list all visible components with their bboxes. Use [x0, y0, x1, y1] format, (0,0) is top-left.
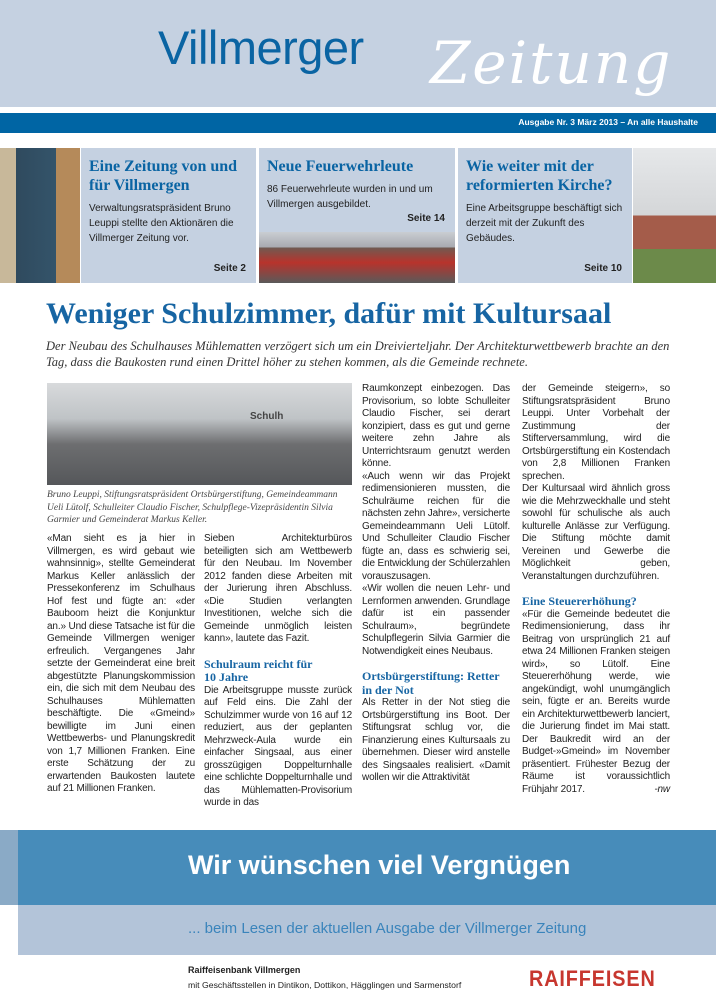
article-photo-group: [47, 383, 352, 485]
issue-info: Ausgabe Nr. 3 März 2013 – An alle Haushalte: [518, 117, 698, 127]
subheading: Eine Steuererhöhung?: [522, 594, 637, 608]
article-column-1: [47, 533, 195, 796]
ad-branches: mit Geschäftsstellen in Dintikon, Dottikon, Hägglingen und Sarmenstorf: [188, 980, 462, 990]
photo-sign: Schulh: [250, 411, 284, 422]
author: -nw: [654, 783, 670, 795]
subheading: Schulraum reicht für 10 Jahre: [204, 656, 313, 684]
teaser-text: Verwaltungsratspräsident Bruno Leuppi stellte den Aktionären die Villmerger Zeitung vor.: [89, 203, 234, 244]
teaser-text: 86 Feuerwehrleute wurden in und um Villmergen ausgebildet.: [267, 184, 433, 210]
article-headline: Weniger Schulzimmer, dafür mit Kultursaal: [46, 297, 612, 330]
photo-caption: Bruno Leuppi, Stiftungsratspräsident Ortsbürgerstiftung, Gemeindeammann Ueli Lütolf, Schulleiter Claudio Fischer, Schulpflege-Vizepräsidentin Silvia Garmier und Gemeinderat Markus Keller.: [47, 490, 338, 525]
paragraph: Sieben Architekturbüros beteiligten sich am Wettbewerb für den Neubau. Im November 2012 fanden diese Arbeiten mit der Jurierung ihren Abschluss. «Die Studien verlangten Investitionen, welche sich die Gemeinde unmöglich leisten kann», lautete das Fazit.: [204, 533, 352, 644]
ad-subline: ... beim Lesen der aktuellen Ausgabe der Villmerger Zeitung: [188, 920, 587, 937]
paragraph: «Man sieht es ja hier in Villmergen, es wird gebaut wie wahnsinnig», stellte Gemeinderat Markus Keller anlässlich der Pressekonferenz im Schulhaus Hof fest und fügte an: «der Bauboom heizt die Konjunktur an.» Und diese Tatsache ist für die Gemeinde Villmergen weniger erfreulich. Vergangenes Jahr setzte der Gemeinderat eine breit abgestützte Planungskommission ein, die sich mit dem Neubau des Schulhauses Mühlematten beschäftigte. Die «Gmeind» bewilligte im Juni einen Wettbewerbs- und Planungskredit von 1,7 Millionen Franken. Eine erste Schätzung der zu erwartenden Baukosten lautete auf 21 Millionen Franken.: [47, 533, 195, 794]
teaser-zeitung[interactable]: [81, 148, 256, 283]
teaser-kirche[interactable]: [458, 148, 632, 283]
paragraph: Die Arbeitsgruppe musste zurück auf Feld eins. Die Zahl der Schulzimmer wurde von 16 auf 12 reduziert, aus der geplanten Mehrzweck-Aula wurde ein einfacher Singsaal, aus einer grosszügigen Doppelturnhalle eine schlichte Doppelturnhalle und das Mühlematten-Provisorium wurde in das: [204, 684, 352, 808]
teaser-title: Neue Feuerwehrleute: [267, 158, 414, 175]
teaser-page: Seite 2: [213, 263, 246, 274]
paragraph-text: «Für die Gemeinde bedeutet die Redimensionierung, dass ihr Beitrag von ursprünglich 21 auf etwa 24 Millionen Franken steigen wird», so Lütolf. Eine Steuererhöhung werde, wie angekündigt, wohl unumgänglich sein, fügte er an. Bereits wurde ein Architekturwettbewerb lanciert, die Jurierung findet im Mai statt. Der Baukredit wird an der Budget-»Gmeind» im November präsentiert. Frühester Bezug der Räume ist voraussichtlich Frühjahr 2017.: [522, 608, 670, 795]
subheading: Ortsbürgerstiftung: Retter in der Not: [362, 669, 500, 697]
paragraph: [522, 609, 670, 797]
paragraph: «Auch wenn wir das Projekt redimensionieren mussten, die Schulräume reichen für die nächsten zehn Jahre», versicherte Gemeindeammann Ueli Lütolf. Und Schulleiter Claudio Fischer fügte an, dass es schwierig sei, die Entwicklung der Schülerzahlen vorauszusagen.: [362, 470, 510, 582]
teaser-page: Seite 10: [584, 263, 622, 274]
teaser-photo-church: [633, 148, 716, 283]
ad-banner-strip: [0, 830, 18, 905]
paragraph: Raumkonzept einbezogen. Das Provisorium, so lobte Schulleiter Claudio Fischer, sei derart konzipiert, dass es gut und gerne weitere zehn Jahre als Unterrichtsraum genutzt werden könne.: [362, 383, 510, 469]
article-column-2: [204, 533, 352, 810]
teaser-text: Eine Arbeitsgruppe beschäftigt sich derzeit mit der Zukunft des Gebäudes.: [466, 203, 623, 244]
paragraph: Als Retter in der Not stieg die Ortsbürgerstiftung ins Boot. Der Stiftungsrat schlug vor, die Finanzierung eines Kultursaals zu übernehmen. Dieser wird anstelle des Singsaales realisiert. «Damit wollen wir die Attraktivität: [362, 697, 510, 783]
article-column-3: [362, 383, 510, 785]
masthead-title: Villmerger: [158, 21, 364, 74]
raiffeisen-logo: RAIFFEISEN: [529, 966, 656, 991]
masthead-title-script: Zeitung: [430, 29, 673, 97]
teaser-page: Seite 14: [407, 213, 445, 224]
article-lead: Der Neubau des Schulhauses Mühlematten verzögert sich um ein Dreivierteljahr. Der Architekturwettbewerb brachte an den Tag, dass die Baukosten rund einen Drittel höher zu stehen kommen, als die Gemeinde rechnete.: [46, 339, 670, 369]
paragraph: Der Kultursaal wird ähnlich gross wie die Mehrzweckhalle und steht sowohl für schulische als auch kulturelle Anlässe zur Verfügung. Die Stiftung möchte damit Vereinen und Gewerbe die Möglichkeit geben, Veranstaltungen durchzuführen.: [522, 483, 670, 582]
ad-headline: Wir wünschen viel Vergnügen: [188, 850, 571, 880]
paragraph: der Gemeinde steigern», so Stiftungsratspräsident Bruno Leuppi. Unter Vorbehalt der Zustimmung der Stifterversammlung, wird die Ortsbürgerstiftung ein Kostendach von 2,8 Millionen Franken sprechen.: [522, 383, 670, 482]
ad-bank-name: Raiffeisenbank Villmergen: [188, 965, 301, 975]
paragraph: «Wir wollen die neuen Lehr- und Lernformen anwenden. Grundlage dafür ist ein passender Schulraum», begründete Schulpflegerin Silvia Garmier die Notwendigkeit eines Neubaus.: [362, 583, 510, 657]
teaser-title: Wie weiter mit der reformierten Kirche?: [466, 158, 613, 194]
article-column-4: [522, 383, 670, 796]
teaser-title: Eine Zeitung von und für Villmergen: [89, 158, 238, 194]
teaser-photo-firefighters: [259, 232, 455, 283]
teaser-photo-speaker: [0, 148, 80, 283]
